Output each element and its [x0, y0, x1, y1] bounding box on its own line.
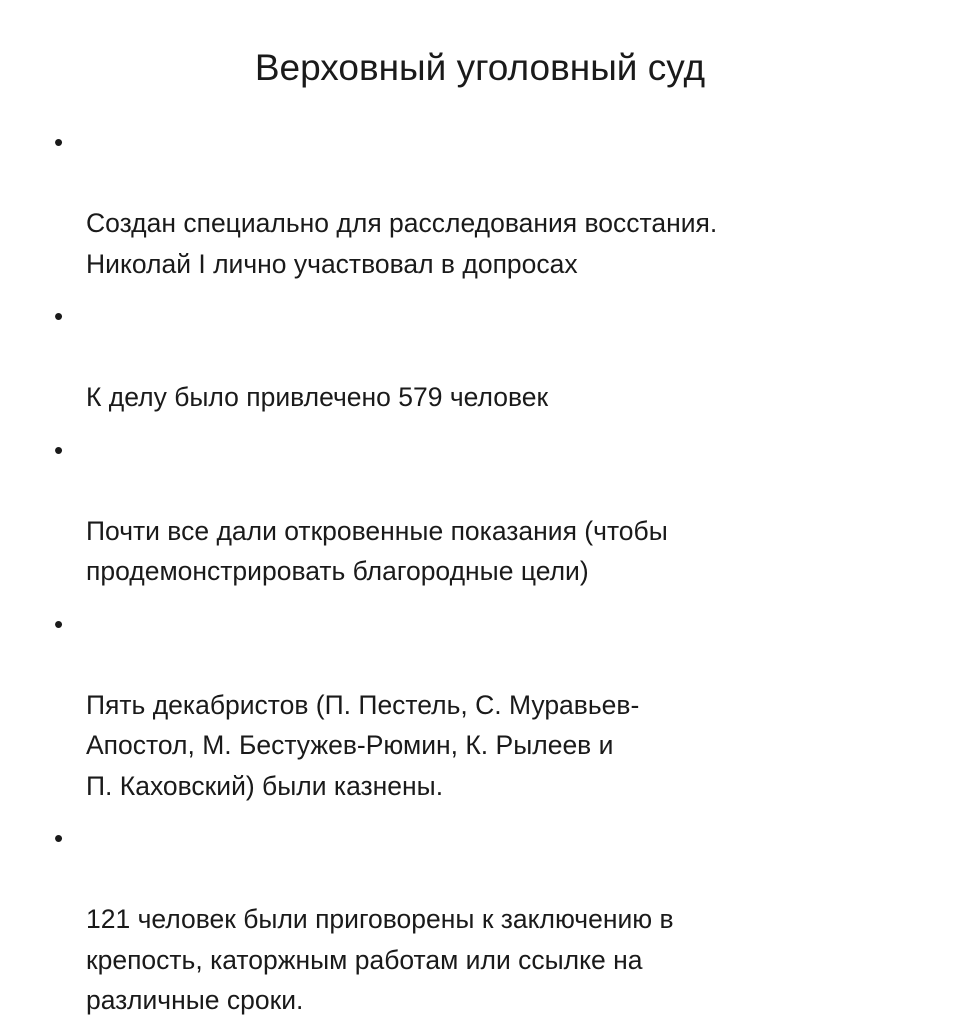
- bullet-text: К делу было привлечено 579 человек: [86, 382, 549, 412]
- bullet-list: [52, 122, 932, 1033]
- bullet-dot-icon: •: [54, 434, 64, 465]
- bullet-item: [52, 430, 932, 592]
- bullet-text: Создан специально для расследования восстания. Николай I лично участвовал в допросах: [86, 208, 718, 279]
- bullet-item: [52, 818, 932, 1021]
- bullet-dot-icon: •: [54, 127, 64, 157]
- bullet-text: 121 человек были приговорены к заключению в крепость, каторжным работам или ссылке на различные сроки.: [86, 904, 674, 1015]
- bullet-item: [52, 604, 932, 807]
- bullet-text: Пять декабристов (П. Пестель, С. Муравьев- Апостол, М. Бестужев-Рюмин, К. Рылеев и П. Каховский) были казнены.: [86, 689, 640, 801]
- bullet-item: [52, 122, 932, 284]
- bullet-dot-icon: •: [54, 608, 64, 639]
- bullet-item: [52, 296, 932, 418]
- slide-title: Верховный уголовный суд: [254, 47, 706, 88]
- bullet-dot-icon: •: [54, 823, 64, 853]
- bullet-text: Почти все дали откровенные показания (чтобы продемонстрировать благородные цели): [86, 515, 668, 586]
- bullet-dot-icon: •: [54, 301, 64, 331]
